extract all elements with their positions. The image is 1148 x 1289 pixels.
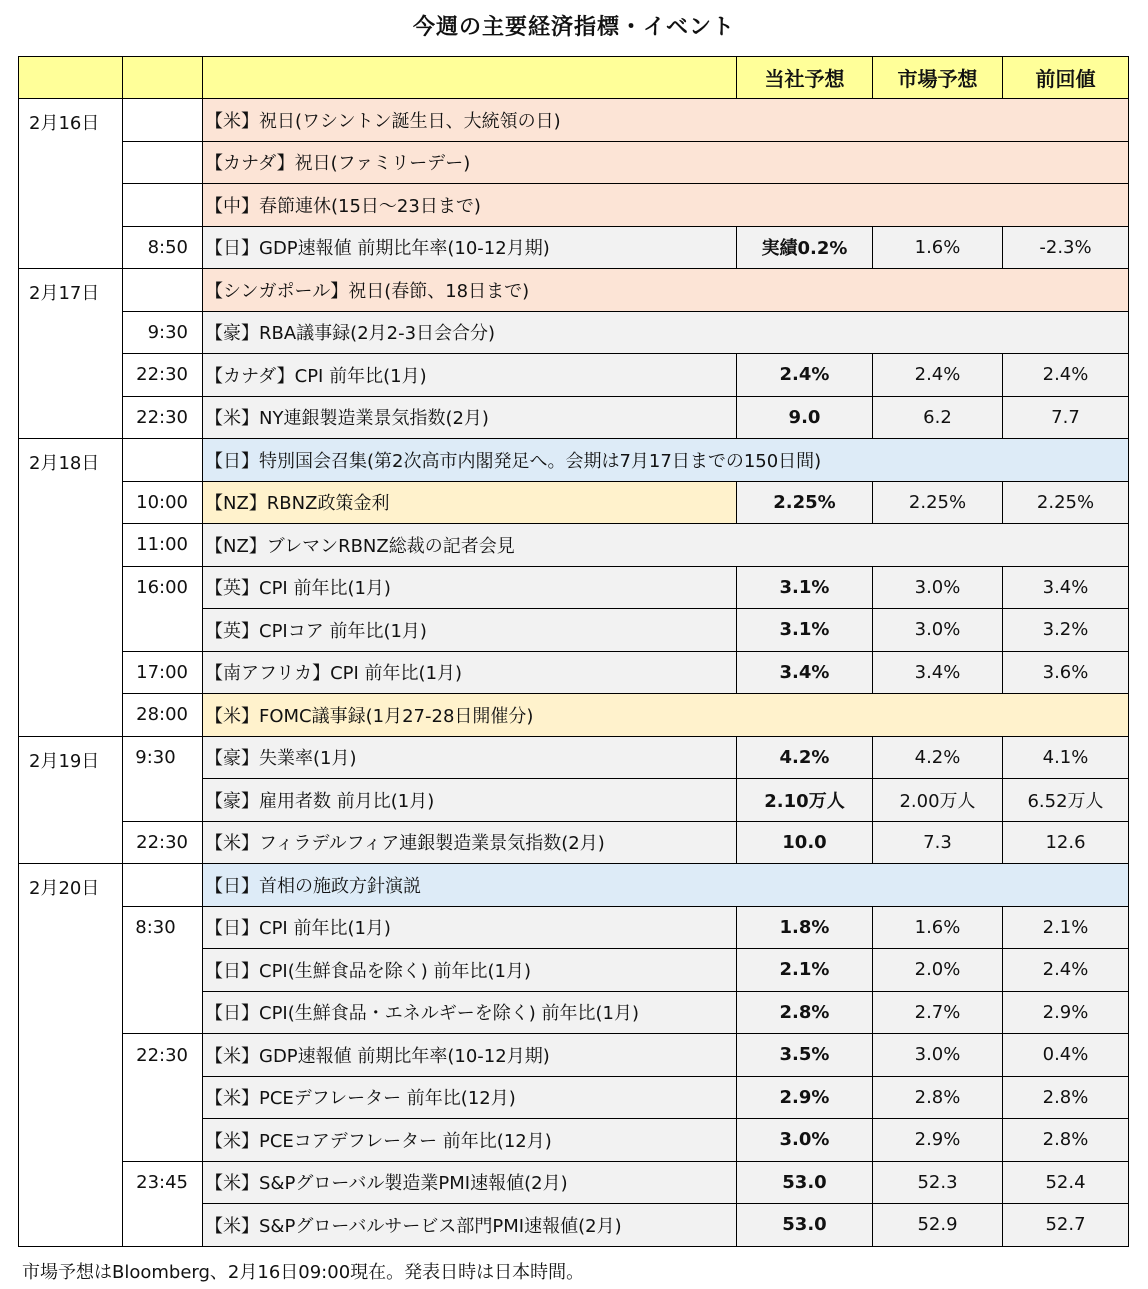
header-event [203,57,737,99]
event-cell: 【シンガポール】祝日(春節、18日まで) [203,269,1129,312]
market-forecast-cell: 6.2 [873,396,1003,439]
header-date [19,57,123,99]
event-cell: 【豪】失業率(1月) [203,736,737,779]
market-forecast-cell: 1.6% [873,906,1003,949]
table-row [19,779,1129,822]
event-cell: 【米】NY連銀製造業景気指数(2月) [203,396,737,439]
time-cell: 22:30 [123,1034,203,1077]
market-forecast-cell: 4.2% [873,736,1003,779]
table-row [19,609,1129,652]
event-cell: 【カナダ】祝日(ファミリーデー) [203,141,1129,184]
market-forecast-cell: 7.3 [873,821,1003,864]
table-row [19,1034,1129,1077]
own-forecast-cell: 2.10万人 [737,779,873,822]
table-row [19,736,1129,779]
event-cell: 【NZ】ブレマンRBNZ総裁の記者会見 [203,524,1129,567]
event-cell: 【日】CPI(生鮮食品を除く) 前年比(1月) [203,949,737,992]
market-forecast-cell: 2.8% [873,1076,1003,1119]
event-cell: 【米】PCEコアデフレーター 前年比(12月) [203,1119,737,1162]
previous-cell: 52.7 [1003,1204,1129,1247]
event-cell: 【日】CPI 前年比(1月) [203,906,737,949]
own-forecast-cell: 3.5% [737,1034,873,1077]
header-market-forecast: 市場予想 [873,57,1003,99]
previous-cell: 7.7 [1003,396,1129,439]
table-row [19,226,1129,269]
time-cell: 11:00 [123,524,203,567]
market-forecast-cell: 3.0% [873,1034,1003,1077]
table-row [19,906,1129,949]
market-forecast-cell: 1.6% [873,226,1003,269]
table-row [19,1119,1129,1162]
table-row [19,991,1129,1034]
calendar-body [19,99,1129,1247]
time-cell: 23:45 [123,1161,203,1204]
previous-cell: 3.2% [1003,609,1129,652]
page-title: 今週の主要経済指標・イベント [412,15,735,40]
date-cell: 2月17日 [19,269,123,439]
previous-cell: 2.4% [1003,949,1129,992]
table-row [19,184,1129,227]
previous-cell: 4.1% [1003,736,1129,779]
event-cell: 【米】祝日(ワシントン誕生日、大統領の日) [203,99,1129,142]
market-forecast-cell: 3.0% [873,609,1003,652]
event-cell: 【日】首相の施政方針演説 [203,864,1129,907]
event-cell: 【日】特別国会召集(第2次高市内閣発足へ。会期は7月17日までの150日間) [203,439,1129,482]
time-cell: 22:30 [123,396,203,439]
own-forecast-cell: 53.0 [737,1161,873,1204]
table-row [19,1076,1129,1119]
market-forecast-cell: 2.9% [873,1119,1003,1162]
own-forecast-cell: 2.1% [737,949,873,992]
time-cell: 22:30 [123,821,203,864]
event-cell: 【米】フィラデルフィア連銀製造業景気指数(2月) [203,821,737,864]
header-own-forecast: 当社予想 [737,57,873,99]
time-cell [123,1204,203,1247]
time-cell [123,609,203,652]
table-row [19,481,1129,524]
market-forecast-cell: 3.4% [873,651,1003,694]
table-row [19,1204,1129,1247]
market-forecast-cell: 2.25% [873,481,1003,524]
table-row [19,949,1129,992]
own-forecast-cell: 9.0 [737,396,873,439]
previous-cell: 3.4% [1003,566,1129,609]
table-row [19,694,1129,737]
time-cell [123,439,203,482]
time-cell [123,1119,203,1162]
event-cell: 【NZ】RBNZ政策金利 [203,481,737,524]
economic-calendar-table [18,56,1129,1247]
market-forecast-cell: 2.4% [873,354,1003,397]
market-forecast-cell: 2.7% [873,991,1003,1034]
previous-cell: -2.3% [1003,226,1129,269]
time-cell [123,141,203,184]
header-previous: 前回値 [1003,57,1129,99]
own-forecast-cell: 3.1% [737,566,873,609]
previous-cell: 12.6 [1003,821,1129,864]
time-cell [123,269,203,312]
table-row [19,821,1129,864]
event-cell: 【英】CPI 前年比(1月) [203,566,737,609]
time-cell [123,949,203,992]
own-forecast-cell: 2.4% [737,354,873,397]
market-forecast-cell: 52.3 [873,1161,1003,1204]
event-cell: 【豪】RBA議事録(2月2-3日会合分) [203,311,1129,354]
table-row [19,439,1129,482]
previous-cell: 2.9% [1003,991,1129,1034]
previous-cell: 52.4 [1003,1161,1129,1204]
time-cell: 8:50 [123,226,203,269]
own-forecast-cell: 3.0% [737,1119,873,1162]
event-cell: 【豪】雇用者数 前月比(1月) [203,779,737,822]
time-cell: 28:00 [123,694,203,737]
previous-cell: 2.8% [1003,1119,1129,1162]
market-forecast-cell: 3.0% [873,566,1003,609]
event-cell: 【米】S&Pグローバルサービス部門PMI速報値(2月) [203,1204,737,1247]
event-cell: 【カナダ】CPI 前年比(1月) [203,354,737,397]
previous-cell: 3.6% [1003,651,1129,694]
table-row [19,396,1129,439]
table-row [19,1161,1129,1204]
date-cell: 2月18日 [19,439,123,737]
time-cell: 10:00 [123,481,203,524]
date-cell: 2月16日 [19,99,123,269]
table-row [19,311,1129,354]
previous-cell: 2.25% [1003,481,1129,524]
own-forecast-cell: 53.0 [737,1204,873,1247]
time-cell: 16:00 [123,566,203,609]
table-row [19,269,1129,312]
time-cell [123,1076,203,1119]
own-forecast-cell: 2.9% [737,1076,873,1119]
table-row [19,524,1129,567]
footnote: 市場予想はBloomberg、2月16日09:00現在。発表日時は日本時間。 [22,1262,585,1283]
market-forecast-cell: 2.00万人 [873,779,1003,822]
own-forecast-cell: 3.1% [737,609,873,652]
event-cell: 【中】春節連休(15日～23日まで) [203,184,1129,227]
time-cell: 22:30 [123,354,203,397]
event-cell: 【米】GDP速報値 前期比年率(10-12月期) [203,1034,737,1077]
own-forecast-cell: 10.0 [737,821,873,864]
market-forecast-cell: 2.0% [873,949,1003,992]
previous-cell: 2.1% [1003,906,1129,949]
event-cell: 【米】PCEデフレーター 前年比(12月) [203,1076,737,1119]
event-cell: 【南アフリカ】CPI 前年比(1月) [203,651,737,694]
event-cell: 【英】CPIコア 前年比(1月) [203,609,737,652]
table-row [19,354,1129,397]
time-cell [123,184,203,227]
time-cell [123,99,203,142]
time-cell: 17:00 [123,651,203,694]
table-row [19,99,1129,142]
own-forecast-cell: 2.8% [737,991,873,1034]
previous-cell: 6.52万人 [1003,779,1129,822]
own-forecast-cell: 実績0.2% [737,226,873,269]
time-cell [123,864,203,907]
header-row [19,57,1129,99]
time-cell [123,991,203,1034]
market-forecast-cell: 52.9 [873,1204,1003,1247]
header-time [123,57,203,99]
previous-cell: 0.4% [1003,1034,1129,1077]
previous-cell: 2.4% [1003,354,1129,397]
own-forecast-cell: 2.25% [737,481,873,524]
date-cell: 2月19日 [19,736,123,864]
event-cell: 【日】GDP速報値 前期比年率(10-12月期) [203,226,737,269]
event-cell: 【米】S&Pグローバル製造業PMI速報値(2月) [203,1161,737,1204]
table-row [19,141,1129,184]
time-cell: 9:30 [123,311,203,354]
date-cell: 2月20日 [19,864,123,1247]
own-forecast-cell: 1.8% [737,906,873,949]
table-row [19,864,1129,907]
time-cell: 8:30 [123,906,203,949]
own-forecast-cell: 3.4% [737,651,873,694]
table-row [19,651,1129,694]
table-row [19,566,1129,609]
own-forecast-cell: 4.2% [737,736,873,779]
event-cell: 【米】FOMC議事録(1月27-28日開催分) [203,694,1129,737]
time-cell [123,779,203,822]
event-cell: 【日】CPI(生鮮食品・エネルギーを除く) 前年比(1月) [203,991,737,1034]
previous-cell: 2.8% [1003,1076,1129,1119]
time-cell: 9:30 [123,736,203,779]
